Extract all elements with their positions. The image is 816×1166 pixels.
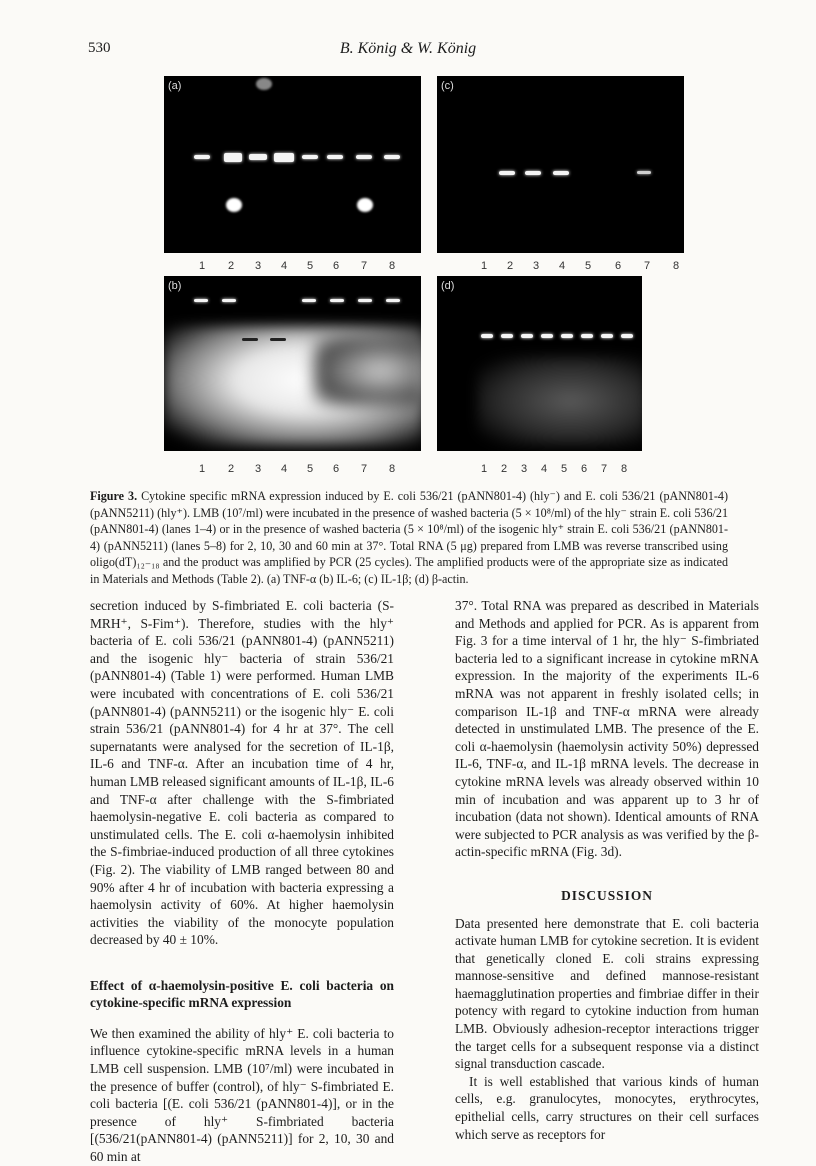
gel-band (327, 155, 343, 159)
section-heading: DISCUSSION (561, 887, 653, 903)
lane-label: 7 (644, 260, 651, 272)
lane-label: 4 (281, 260, 288, 272)
lane-label: 3 (533, 260, 540, 272)
lane-labels-d (437, 463, 642, 477)
gel-band (499, 171, 515, 175)
gel-band (541, 334, 553, 338)
gel-band (561, 334, 573, 338)
lane-label: 1 (481, 463, 488, 475)
figure-caption-label: Figure 3. (90, 489, 138, 503)
gel-panel-b (164, 276, 421, 451)
lane-label: 6 (615, 260, 622, 272)
lane-label: 5 (307, 463, 314, 475)
lane-label: 1 (199, 463, 206, 475)
gel-band (224, 153, 242, 162)
panel-c-label: (c) (441, 80, 454, 92)
gel-band (525, 171, 541, 175)
gel-band (386, 299, 400, 302)
figure-caption-text: Cytokine specific mRNA expression induced by E. coli 536/21 (pANN801-4) (hly⁻) and E. coli 536/21 (pANN801-4) (pANN5211) (hly⁺). LMB (10⁷/ml) were incubated in the presence of washed bacteria (5 × 10⁸/ml) of the hly⁻ strain E. coli 536/21 (pANN801-4) (lanes 1–4) or in the presence of washed bacteria (5 × 10⁸/ml) of the isogenic hly⁺ strain E. coli 536/21 (pANN801-4) (pANN5211) (lanes 5–8) for 2, 10, 30 and 60 min at 37°. Total RNA (5 μg) prepared from LMB was reverse transcribed using oligo(dT)₁₂₋₁₈ and the product was amplified by PCR (25 cycles). The amplified products were of the appropriate size as indicated in Materials and Methods (Table 2). (a) TNF-α (b) IL-6; (c) IL-1β; (d) β-actin. (90, 489, 728, 586)
left-column (90, 597, 394, 1166)
right-column (455, 597, 759, 1143)
lane-label: 8 (389, 463, 396, 475)
gel-smear (314, 336, 421, 406)
gel-band (358, 299, 372, 302)
lane-label: 8 (673, 260, 680, 272)
lane-label: 5 (561, 463, 568, 475)
lane-label: 5 (307, 260, 314, 272)
lane-label: 3 (521, 463, 528, 475)
lane-label: 8 (621, 463, 628, 475)
gel-band (249, 154, 267, 160)
gel-band (601, 334, 613, 338)
gel-band (553, 171, 569, 175)
gel-band (521, 334, 533, 338)
body-paragraph: We then examined the ability of hly⁺ E. coli bacteria to influence cytokine-specific mRNA levels in a human LMB cell suspension. LMB (10⁷/ml) were incubated in the presence of buffer (control), of hly⁻ S-fimbriated E. coli bacteria [(E. coli 536/21 (pANN801-4)], or in the presence of hly⁺ S-fimbriated bacteria [(536/21(pANN801-4) (pANN5211)] for 2, 10, 30 and 60 min at (90, 1025, 394, 1165)
lane-label: 6 (333, 463, 340, 475)
lane-label: 1 (481, 260, 488, 272)
body-paragraph: It is well established that various kinds of human cells, e.g. granulocytes, monocytes, erythrocytes, epithelial cells, carry structures on their cell surfaces which serve as receptors for (455, 1073, 759, 1142)
gel-spot (357, 198, 373, 212)
panel-b-label: (b) (168, 280, 182, 292)
gel-artifact (256, 78, 272, 90)
lane-label: 7 (361, 463, 368, 475)
gel-band (270, 338, 286, 341)
lane-label: 4 (559, 260, 566, 272)
lane-labels-a (164, 260, 421, 274)
lane-label: 4 (541, 463, 548, 475)
lane-label: 6 (333, 260, 340, 272)
gel-smear (477, 356, 642, 446)
gel-band (384, 155, 400, 159)
gel-band (330, 299, 344, 302)
lane-label: 5 (585, 260, 592, 272)
lane-label: 2 (228, 463, 235, 475)
panel-d-label: (d) (441, 280, 455, 292)
gel-panel-c (437, 76, 684, 253)
lane-label: 6 (581, 463, 588, 475)
lane-label: 7 (601, 463, 608, 475)
body-paragraph: secretion induced by S-fimbriated E. coli bacteria (S-MRH⁺, S-Fim⁺). Therefore, studies with the hly⁺ bacteria of E. coli 536/21 (pANN801-4) (pANN5211) and the isogenic hly⁻ bacteria of strain 536/21 (pANN801-4) (Table 1) were performed. Human LMB were incubated with concentrations of E. coli 536/21 (pANN801-4) (pANN5211) or the isogenic hly⁻ E. coli strain 536/21 (pANN801-4) for 4 hr at 37°. The cell supernatants were analysed for the secretion of IL-1β, IL-6 and TNF-α. After an incubation time of 4 hr, human LMB released significant amounts of IL-1β, IL-6 and TNF-α after challenge with the S-fimbriated haemolysin-negative E. coli bacteria as compared to unstimulated cells. The E. coli α-haemolysin inhibited the S-fimbriae-induced production of all three cytokines (Fig. 2). The viability of LMB ranged between 80 and 90% after 4 hr of incubation with bacteria expressing a haemolysin activity of 60%. At higher haemolysin activities the viability of the monocyte population decreased by 40 ± 10%. (90, 598, 394, 948)
panel-a-label: (a) (168, 80, 182, 92)
lane-labels-b (164, 463, 421, 477)
body-paragraph: Data presented here demonstrate that E. coli bacteria activate human LMB for cytokine secretion. It is evident that genetically cloned E. coli strains expressing mannose-sensitive and defined mannose-resistant haemagglutination properties and fimbriae differ in their potency with regard to cytokine induction from human LMB. Obviously adhesion-receptor interactions trigger the target cells for a subsequent response via a distinct signal transduction cascade. (455, 915, 759, 1072)
lane-label: 3 (255, 260, 262, 272)
lane-label: 8 (389, 260, 396, 272)
running-head: B. König & W. König (339, 40, 477, 57)
lane-labels-c (437, 260, 684, 274)
gel-band (501, 334, 513, 338)
lane-label: 2 (507, 260, 514, 272)
page-number: 530 (88, 40, 111, 56)
gel-band (274, 153, 294, 162)
gel-band (581, 334, 593, 338)
figure-caption (90, 488, 728, 587)
gel-band (194, 299, 208, 302)
gel-band (242, 338, 258, 341)
lane-label: 2 (228, 260, 235, 272)
lane-label: 1 (199, 260, 206, 272)
gel-band (302, 299, 316, 302)
gel-band (481, 334, 493, 338)
gel-band (356, 155, 372, 159)
lane-label: 2 (501, 463, 508, 475)
gel-band (222, 299, 236, 302)
gel-panel-a (164, 76, 421, 253)
subsection-heading: Effect of α-haemolysin-positive E. coli bacteria on cytokine-specific mRNA expression (90, 977, 394, 1010)
gel-band (302, 155, 318, 159)
gel-panel-d (437, 276, 642, 451)
body-paragraph: 37°. Total RNA was prepared as described in Materials and Methods and applied for PCR. As is apparent from Fig. 3 for a time interval of 1 hr, the hly⁻ S-fimbriated bacteria led to a significant increase in cytokine mRNA expression. In the majority of the experiments IL-6 mRNA was not apparent in freshly isolated cells; in comparison IL-1β and TNF-α mRNA were already detected in unstimulated LMB. The presence of the E. coli α-haemolysin (haemolysin activity 50%) depressed IL-6, TNF-α, and IL-1β mRNA levels. The decrease in cytokine mRNA levels was already observed within 10 min of incubation and was apparent up to 3 hr of incubation (data not shown). Identical amounts of RNA were subjected to PCR analysis as was verified by the β-actin-specific mRNA (Fig. 3d). (455, 598, 759, 860)
lane-label: 3 (255, 463, 262, 475)
lane-label: 7 (361, 260, 368, 272)
gel-spot (226, 198, 242, 212)
gel-band (637, 171, 651, 174)
gel-band (621, 334, 633, 338)
lane-label: 4 (281, 463, 288, 475)
gel-band (194, 155, 210, 159)
